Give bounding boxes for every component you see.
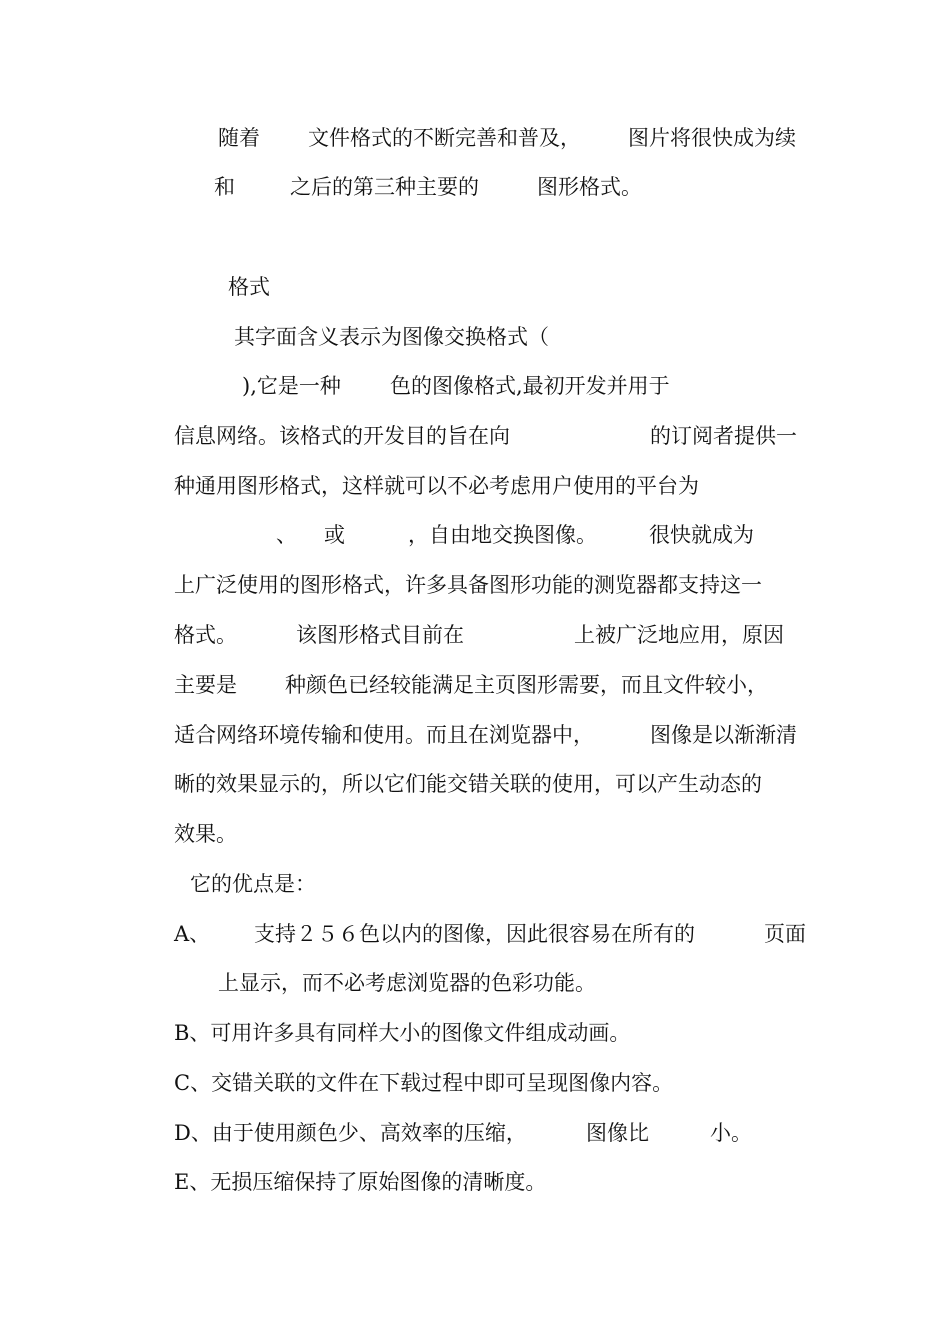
body-line-1: [234, 324, 549, 350]
advantage-d: [174, 1120, 752, 1146]
text-segment: 页面: [764, 922, 806, 946]
text-segment: 图像是以渐渐清: [650, 723, 797, 747]
text-segment: 的订阅者提供一: [650, 424, 797, 448]
body-line-8: [174, 672, 768, 698]
body-line-2: [242, 373, 670, 399]
advantage-b: [174, 1020, 630, 1046]
advantage-a-line-2: [218, 970, 596, 996]
advantage-c: [174, 1070, 673, 1096]
text-segment: 主要是: [174, 673, 237, 697]
advantage-a-line-1: [174, 921, 806, 947]
text-segment: ),它是一种: [242, 374, 341, 398]
text-segment: 效果。: [174, 822, 237, 846]
body-line-6: [174, 572, 762, 598]
text-segment: 上被广泛地应用，原因: [574, 623, 784, 647]
body-line-5: [276, 522, 754, 548]
text-segment: D、由于使用颜色少、高效率的压缩，: [174, 1121, 527, 1145]
body-line-9: [174, 722, 797, 748]
intro-line-2: [214, 174, 642, 200]
heading-text: 它的优点是：: [190, 872, 316, 896]
body-line-10: [174, 771, 762, 797]
heading-text: 格式: [228, 275, 270, 299]
text-segment: 其字面含义表示为图像交换格式（: [234, 325, 549, 349]
body-line-3: [174, 423, 797, 449]
text-segment: 种通用图形格式，这样就可以不必考虑用户使用的平台为: [174, 474, 699, 498]
text-segment: 上广泛使用的图形格式，许多具备图形功能的测览器都支持这一: [174, 573, 762, 597]
text-segment: 色的图像格式,最初开发并用于: [390, 374, 670, 398]
text-segment: 之后的第三种主要的: [290, 175, 479, 199]
text-segment: 和: [214, 175, 235, 199]
text-segment: 图片将很快成为续: [628, 126, 796, 150]
text-segment: 、: [276, 523, 297, 547]
text-segment: 格式。: [174, 623, 237, 647]
text-segment: 图形格式。: [537, 175, 642, 199]
text-segment: B、可用许多具有同样大小的图像文件组成动画。: [174, 1021, 631, 1045]
text-segment: 支持２５６色以内的图像，因此很容易在所有的: [254, 922, 695, 946]
text-segment: C、交错关联的文件在下载过程中即可呈现图像内容。: [174, 1071, 674, 1095]
text-segment: A、: [174, 922, 211, 946]
intro-line-1: [218, 125, 796, 151]
text-segment: 信息网络。该格式的开发目的旨在向: [174, 424, 510, 448]
section-heading: [228, 274, 270, 300]
text-segment: 图像比: [586, 1121, 649, 1145]
body-line-4: [174, 473, 699, 499]
body-line-11: [174, 821, 237, 847]
text-segment: 或: [324, 523, 345, 547]
text-segment: ，自由地交换图像。: [408, 523, 597, 547]
text-segment: E、无损压缩保持了原始图像的清晰度。: [174, 1170, 547, 1194]
text-segment: 晰的效果显示的，所以它们能交错关联的使用，可以产生动态的: [174, 772, 762, 796]
text-segment: 文件格式的不断完善和普及，: [308, 126, 581, 150]
advantage-e: [174, 1169, 546, 1195]
text-segment: 种颜色已经较能满足主页图形需要，而且文件较小，: [285, 673, 768, 697]
text-segment: 随着: [218, 126, 260, 150]
text-segment: 小。: [710, 1121, 752, 1145]
advantages-heading: [190, 871, 316, 897]
text-segment: 上显示，而不必考虑浏览器的色彩功能。: [218, 971, 596, 995]
text-segment: 该图形格式目前在: [296, 623, 464, 647]
text-segment: 很快就成为: [649, 523, 754, 547]
text-segment: 适合网络环境传输和使用。而且在浏览器中，: [174, 723, 594, 747]
body-line-7: [174, 622, 784, 648]
